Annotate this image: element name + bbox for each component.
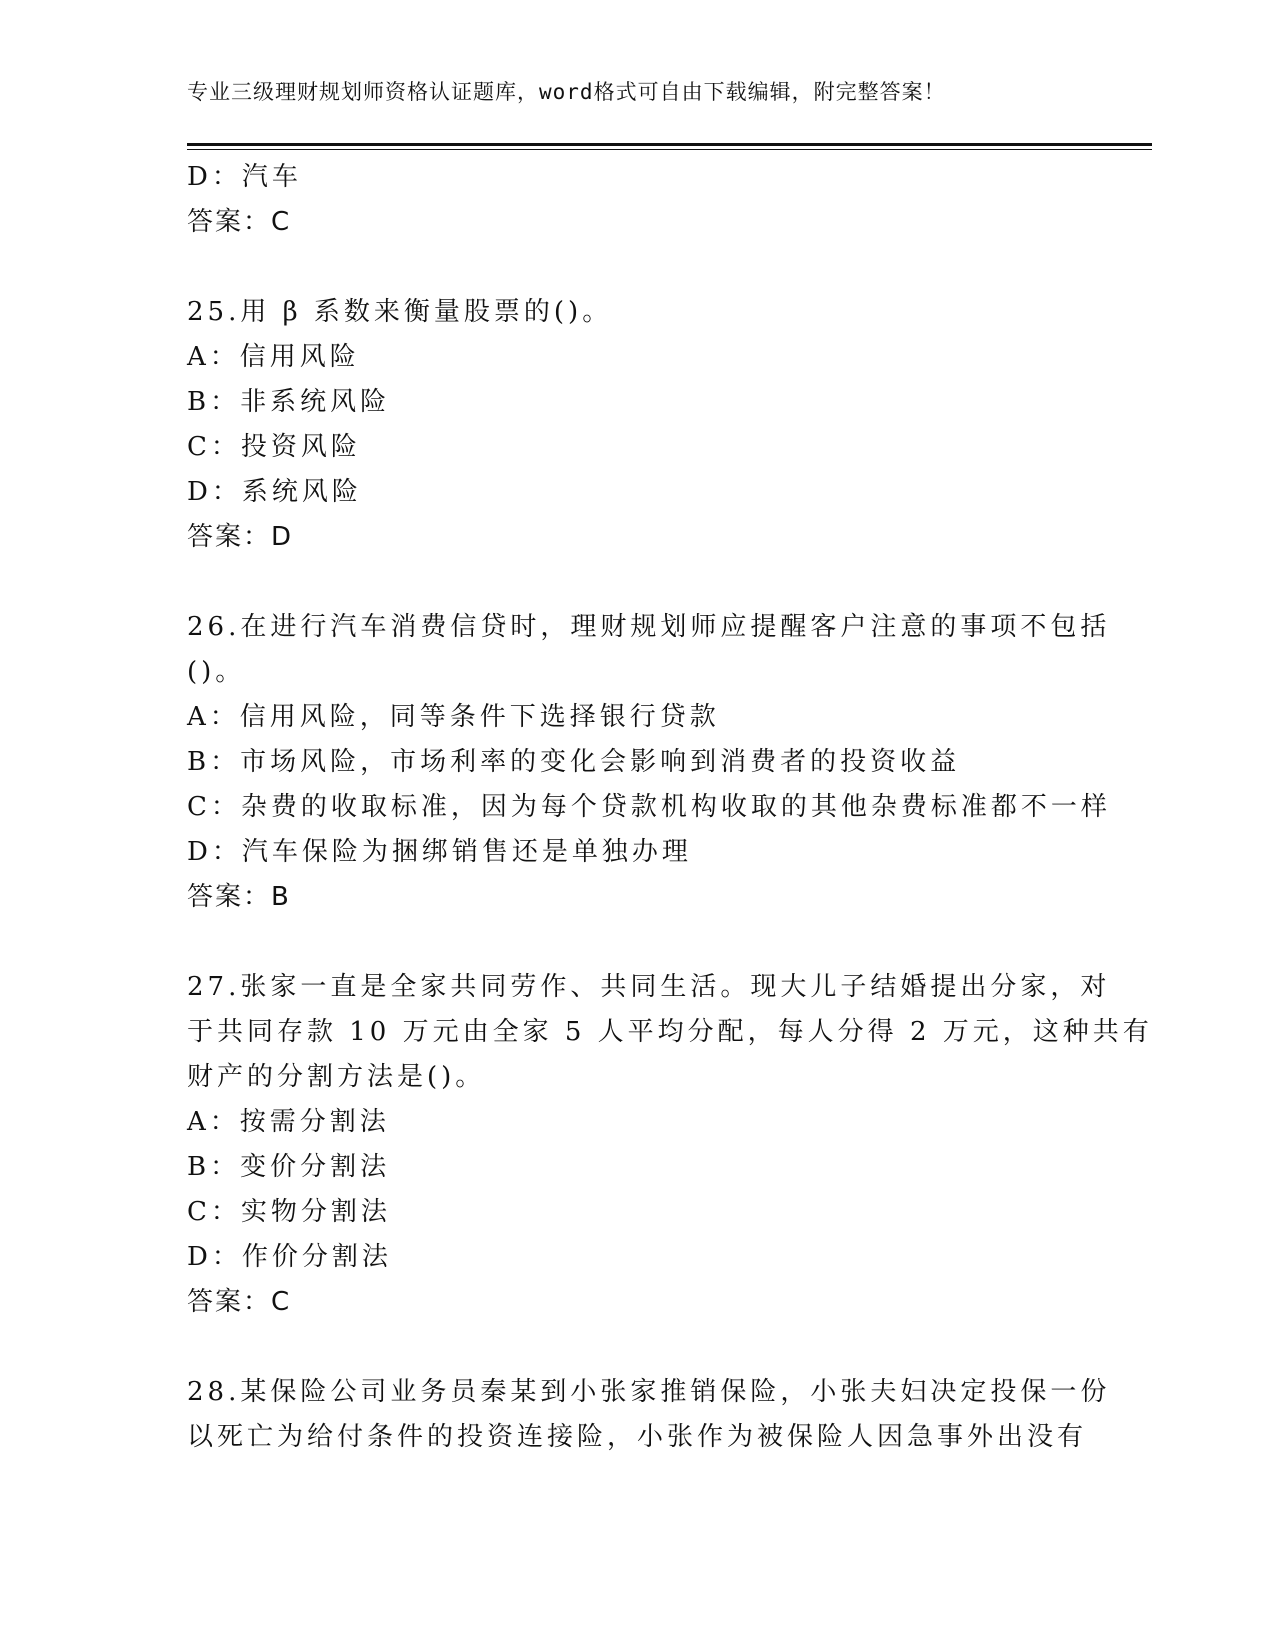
option-line: C：实物分割法 [187, 1197, 391, 1227]
option-line: B：变价分割法 [187, 1152, 391, 1182]
question-text: 于共同存款 10 万元由全家 5 人平均分配，每人分得 2 万元，这种共有 [187, 1017, 1153, 1047]
answer-line: 答案：D [187, 522, 294, 552]
question-text: 26.在进行汽车消费信贷时，理财规划师应提醒客户注意的事项不包括 [187, 612, 1111, 642]
header-rule-thick [187, 143, 1152, 146]
option-line: C：投资风险 [187, 432, 361, 462]
question-text: ()。 [187, 657, 246, 687]
question-text: 25.用 β 系数来衡量股票的()。 [187, 297, 613, 327]
spacer [187, 920, 1087, 965]
answer-line: 答案：C [187, 207, 292, 237]
answer-line: 答案：B [187, 882, 291, 912]
question-block [187, 965, 1153, 1325]
option-line: D：汽车保险为捆绑销售还是单独办理 [187, 837, 692, 867]
header-rule-thin [187, 149, 1152, 150]
option-line: B：非系统风险 [187, 387, 391, 417]
question-block [187, 605, 1111, 920]
answer-line: 答案：C [187, 1287, 292, 1317]
option-line: B：市场风险，市场利率的变化会影响到消费者的投资收益 [187, 747, 961, 777]
question-text: 27.张家一直是全家共同劳作、共同生活。现大儿子结婚提出分家，对 [187, 972, 1111, 1002]
option-line: A：信用风险，同等条件下选择银行贷款 [187, 702, 720, 732]
option-line: D：系统风险 [187, 477, 362, 507]
option-line: D：作价分割法 [187, 1242, 392, 1272]
question-block [187, 290, 1087, 560]
spacer [187, 560, 1087, 605]
question-text: 财产的分割方法是()。 [187, 1062, 486, 1092]
question-text: 28.某保险公司业务员秦某到小张家推销保险，小张夫妇决定投保一份 [187, 1377, 1111, 1407]
spacer [187, 245, 1087, 290]
page-header: 专业三级理财规划师资格认证题库，word格式可自由下载编辑，附完整答案！ [187, 80, 946, 104]
question-text: 以死亡为给付条件的投资连接险，小张作为被保险人因急事外出没有 [187, 1422, 1088, 1452]
option-line: A：按需分割法 [187, 1107, 390, 1137]
option-line: A：信用风险 [187, 342, 360, 372]
spacer [187, 1325, 1087, 1370]
question-content [187, 155, 1153, 1460]
option-line: C：杂费的收取标准，因为每个贷款机构收取的其他杂费标准都不一样 [187, 792, 1111, 822]
question-block [187, 1370, 1111, 1460]
option-line: D：汽车 [187, 162, 302, 192]
